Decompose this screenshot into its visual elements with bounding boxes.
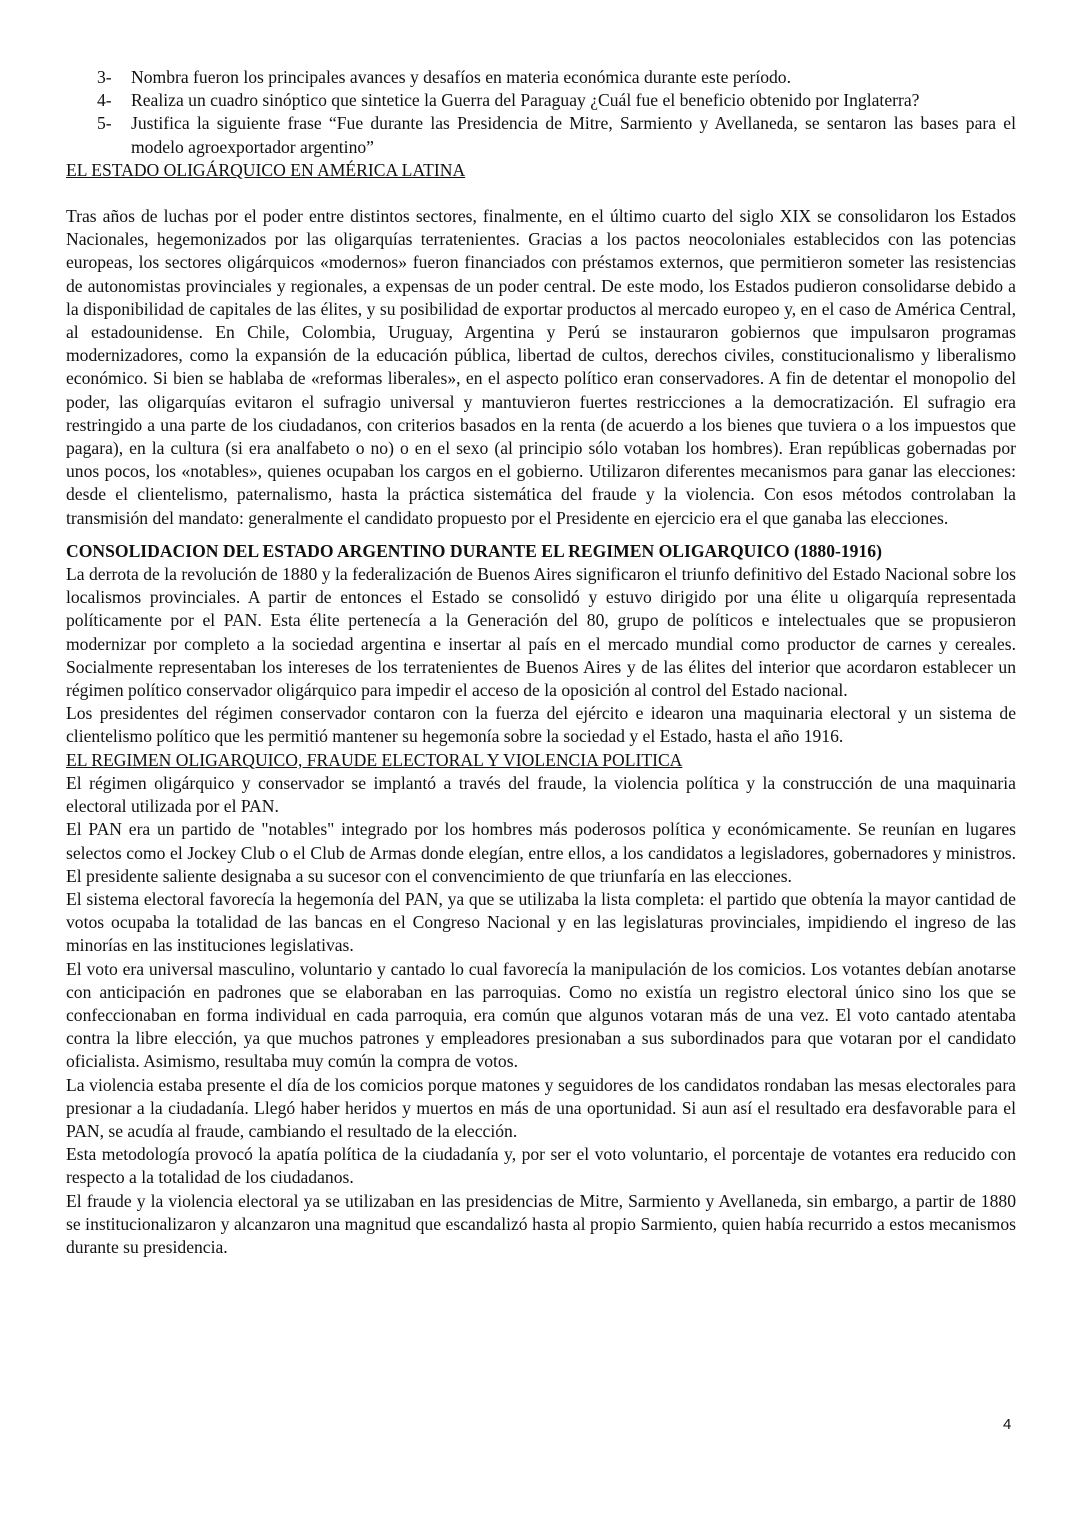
paragraph: La violencia estaba presente el día de los comicios porque matones y seguidores de los candidatos rondaban las mesas electorales para presionar a la ciudadanía. Llegó haber heridos y muertos en más de una oportunidad. Si aun así el resultado era desfavorable para el PAN, se acudía al fraude, cambiando el resultado de la elección. <box>66 1074 1016 1141</box>
paragraph: El PAN era un partido de "notables" integrado por los hombres más poderosos política y económicamente. Se reunían en lugares selectos como el Jockey Club o el Club de Armas donde elegían, entre ellos, a los candidatos a legisladores, gobernadores y ministros. El presidente saliente designaba a su sucesor con el convencimiento de que triunfaría en las elecciones. <box>66 819 1016 886</box>
paragraph: Tras años de luchas por el poder entre distintos sectores, finalmente, en el último cuarto del siglo XIX se consolidaron los Estados Nacionales, hegemonizados por las oligarquías terratenientes. Gracias a los pactos neocoloniales establecidos con las potencias europeas, los sectores oligárquicos «modernos» fueron financiados con préstamos externos, que permitieron someter las resistencias de autonomistas provinciales y regionales, a expensas de un poder central. De este modo, los Estados pudieron consolidarse debido a la disponibilidad de capitales de las élites, y su posibilidad de exportar productos al mercado europeo y, en el caso de América Central, al estadounidense. En Chile, Colombia, Uruguay, Argentina y Perú se instauraron gobiernos que impulsaron programas modernizadores, como la expansión de la educación pública, libertad de cultos, derechos civiles, constitucionalismo y liberalismo económico. Si bien se hablaba de «reformas liberales», en el aspecto político eran conservadores. A fin de detentar el monopolio del poder, las oligarquías evitaron el sufragio universal y mantuvieron fuertes restricciones a la democratización. El sufragio era restringido a una parte de los ciudadanos, con criterios basados en la renta (de acuerdo a los bienes que tuviera o a los impuestos que pagara), en la cultura (si era analfabeto o no) o en el sexo (al principio sólo votaban los hombres). Eran repúblicas gobernadas por unos pocos, los «notables», quienes ocupaban los cargos en el gobierno. Utilizaron diferentes mecanismos para ganar las elecciones: desde el clientelismo, paternalismo, hasta la práctica sistemática del fraude y la violencia. Con esos métodos controlaban la transmisión del mandato: generalmente el candidato propuesto por el Presidente en ejercicio era el que ganaba las elecciones. <box>66 206 1016 528</box>
section-heading-consolidacion: CONSOLIDACION DEL ESTADO ARGENTINO DURANTE EL REGIMEN OLIGARQUICO (1880-1916) <box>66 540 882 561</box>
question-list <box>66 66 1016 159</box>
document-page <box>66 66 1016 1259</box>
question-text: Realiza un cuadro sinóptico que sintetice la Guerra del Paraguay ¿Cuál fue el beneficio obtenido por Inglaterra? <box>131 90 920 111</box>
paragraph: La derrota de la revolución de 1880 y la federalización de Buenos Aires significaron el triunfo definitivo del Estado Nacional sobre los localismos provinciales. A partir de entonces el Estado se consolidó y estuvo dirigido por una élite u oligarquía representada políticamente por el PAN. Esta élite pertenecía a la Generación del 80, grupo de políticos e intelectuales que se propusieron modernizar por completo a la sociedad argentina e insertar al país en el mercado mundial como productor de carnes y cereales. Socialmente representaban los intereses de los terratenientes de Buenos Aires y de las élites del interior que acordaron establecer un régimen político conservador oligárquico para impedir el acceso de la oposición al control del Estado nacional. <box>66 564 1016 701</box>
paragraph: El régimen oligárquico y conservador se implantó a través del fraude, la violencia política y la construcción de una maquinaria electoral utilizada por el PAN. <box>66 772 1016 817</box>
page-number: 4 <box>1003 1416 1012 1433</box>
question-text: Nombra fueron los principales avances y desafíos en materia económica durante este período. <box>131 67 791 87</box>
question-number: 5- <box>97 113 112 134</box>
paragraph: El fraude y la violencia electoral ya se utilizaban en las presidencias de Mitre, Sarmiento y Avellaneda, sin embargo, a partir de 1880 se institucionalizaron y alcanzaron una magnitud que escandalizó hasta al propio Sarmiento, quien había recurrido a estos mecanismos durante su presidencia. <box>66 1190 1016 1257</box>
question-item <box>66 66 1016 89</box>
paragraph: Los presidentes del régimen conservador contaron con la fuerza del ejército e idearon una maquinaria electoral y un sistema de clientelismo político que les permitió mantener su hegemonía sobre la sociedad y el Estado, hasta el año 1916. <box>66 703 1016 747</box>
question-number: 3- <box>97 67 112 87</box>
section-heading-fraude-electoral: EL REGIMEN OLIGARQUICO, FRAUDE ELECTORAL Y VIOLENCIA POLITICA <box>66 749 683 770</box>
question-item <box>66 112 1016 158</box>
section-heading-estado-oligarquico: EL ESTADO OLIGÁRQUICO EN AMÉRICA LATINA <box>66 159 466 180</box>
question-number: 4- <box>97 90 112 111</box>
question-text: Justifica la siguiente frase “Fue durante las Presidencia de Mitre, Sarmiento y Avellaneda, se sentaron las bases para el modelo agroexportador argentino” <box>131 113 1016 157</box>
paragraph: Esta metodología provocó la apatía política de la ciudadanía y, por ser el voto voluntario, el porcentaje de votantes era reducido con respecto a la totalidad de los ciudadanos. <box>66 1144 1016 1188</box>
paragraph: El sistema electoral favorecía la hegemonía del PAN, ya que se utilizaba la lista completa: el partido que obtenía la mayor cantidad de votos ocupaba la totalidad de las bancas en el Congreso Nacional y en las legislaturas provinciales, impidiendo el ingreso de las minorías en las instituciones legislativas. <box>66 888 1016 956</box>
paragraph: El voto era universal masculino, voluntario y cantado lo cual favorecía la manipulación de los comicios. Los votantes debían anotarse con anticipación en padrones que se elaboraban en las parroquias. Como no existía un registro electoral único sino los que se confeccionaban en forma individual en cada parroquia, era común que algunos votaran más de una vez. El voto cantado atentaba contra la libre elección, ya que muchos patrones y empleadores presionaban a sus subordinados para que votaran por el candidato oficialista. Asimismo, resultaba muy común la compra de votos. <box>66 958 1016 1072</box>
question-item <box>66 89 1016 112</box>
